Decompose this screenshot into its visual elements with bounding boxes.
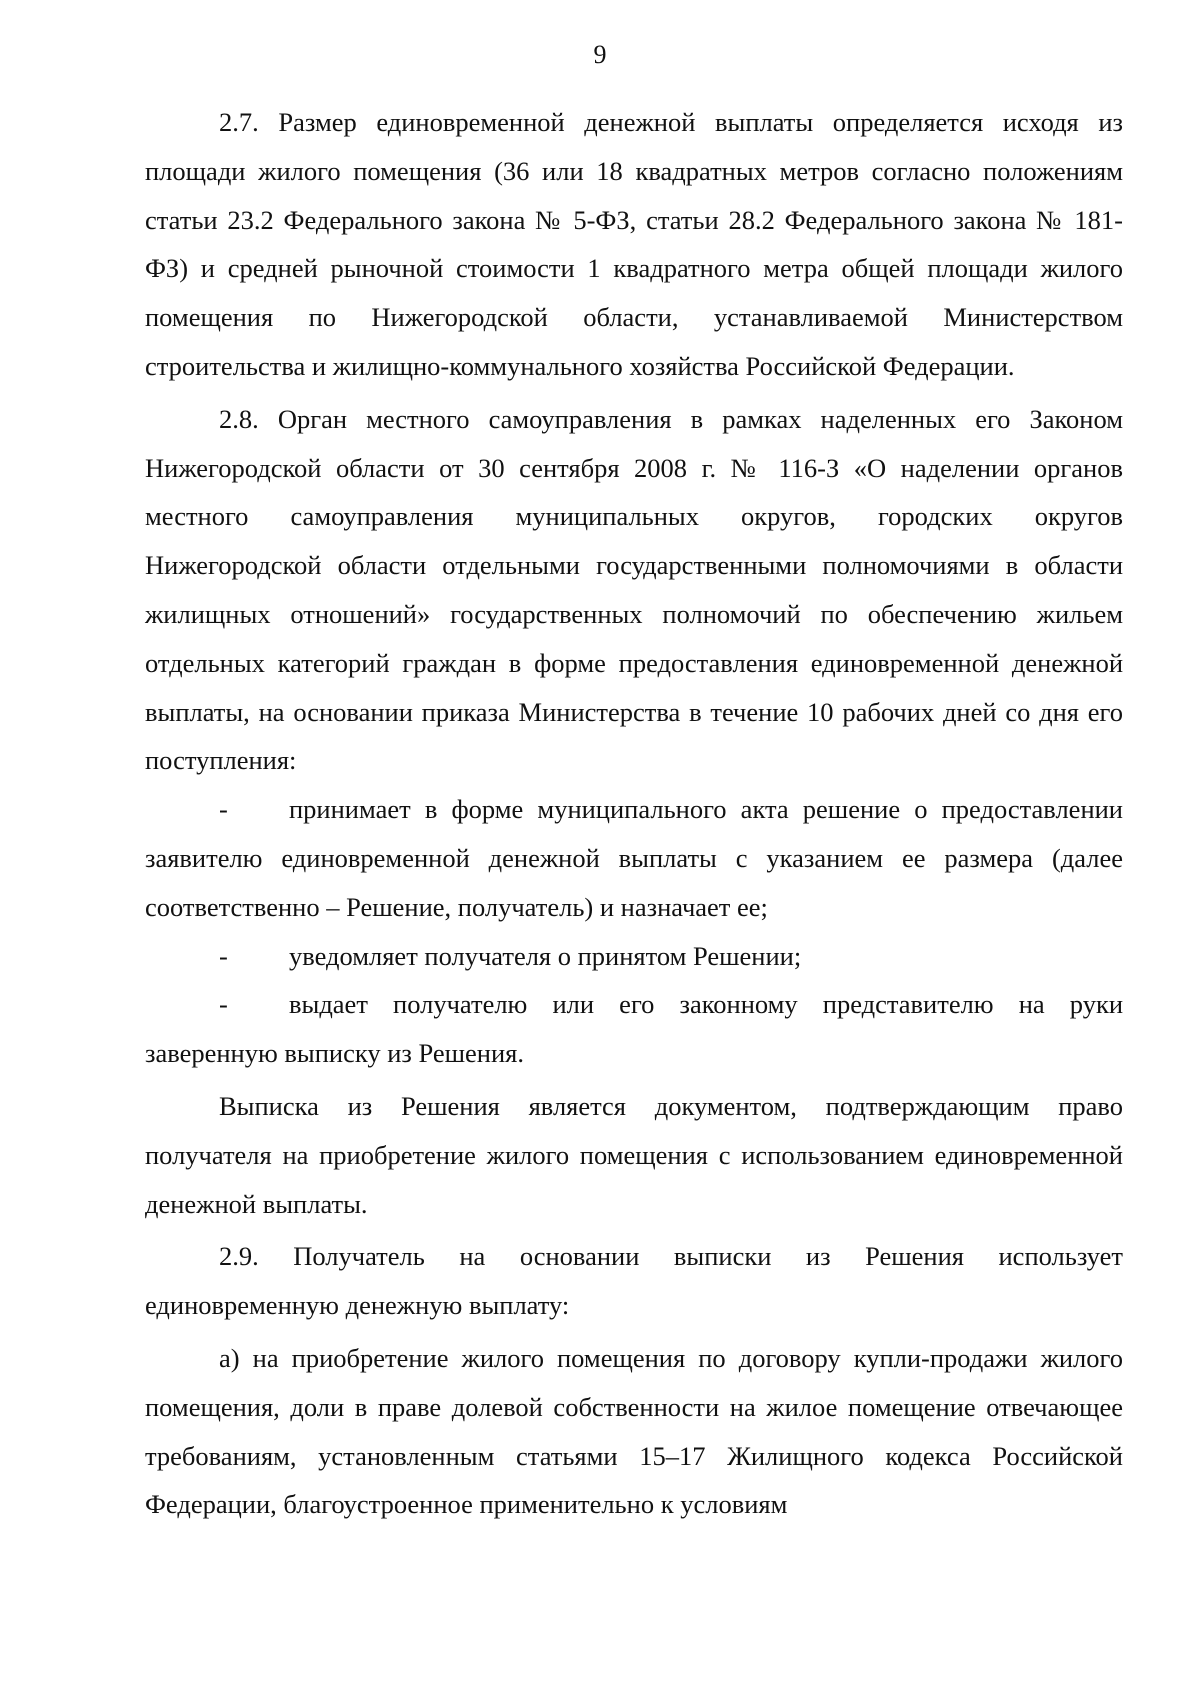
- paragraph-2-9: 2.9. Получатель на основании выписки из Решения использует единовременную денежную выплату:: [145, 1241, 1123, 1321]
- paragraph-2-8: 2.8. Орган местного самоуправления в рамках наделенных его Законом Нижегородской области от 30 сентября 2008 г. № 116-З «О наделении органов местного самоуправления муниципальных округов, городских округов Нижегородской области отдельными государственными полномочиями в области жилищных отношений» государственных полномочий по обеспечению жильем отдельных категорий граждан в форме предоставления единовременной денежной выплаты, на основании приказа Министерства в течение 10 рабочих дней со дня его поступления:: [145, 403, 1123, 776]
- paragraph-extract: Выписка из Решения является документом, подтверждающим право получателя на приобретение жилого помещения с использованием единовременной денежной выплаты.: [145, 1090, 1123, 1219]
- list-item-adopts-decision: [145, 785, 1123, 931]
- paragraph-a: а) на приобретение жилого помещения по договору купли-продажи жилого помещения, доли в праве долевой собственности на жилое помещение отвечающее требованиям, установленным статьями 15–17 Жилищного кодекса Российской Федерации, благоустроенное применительно к условиям: [145, 1342, 1123, 1520]
- page-number: 9: [593, 40, 607, 69]
- list-dash: -: [219, 794, 228, 825]
- list-dash: -: [219, 940, 228, 971]
- list-dash: -: [219, 989, 228, 1020]
- paragraph-2-7: 2.7. Размер единовременной денежной выплаты определяется исходя из площади жилого помещения (36 или 18 квадратных метров согласно положениям статьи 23.2 Федерального закона № 5-ФЗ, статьи 28.2 Федерального закона № 181-ФЗ) и средней рыночной стоимости 1 квадратного метра общей площади жилого помещения по Нижегородской области, устанавливаемой Министерством строительства и жилищно-коммунального хозяйства Российской Федерации.: [145, 107, 1123, 381]
- list-item-text: выдает получателю или его законному представителю на руки заверенную выписку из Решения.: [145, 989, 1123, 1069]
- list-item-text: уведомляет получателя о принятом Решении;: [289, 940, 802, 971]
- list-item-text: принимает в форме муниципального акта решение о предоставлении заявителю единовременной денежной выплаты с указанием ее размера (далее соответственно – Решение, получатель) и назначает ее;: [145, 794, 1123, 922]
- list-item-issues-extract: [145, 980, 1123, 1078]
- document-body: [145, 98, 1123, 1529]
- list-item-notifies: [145, 932, 1123, 981]
